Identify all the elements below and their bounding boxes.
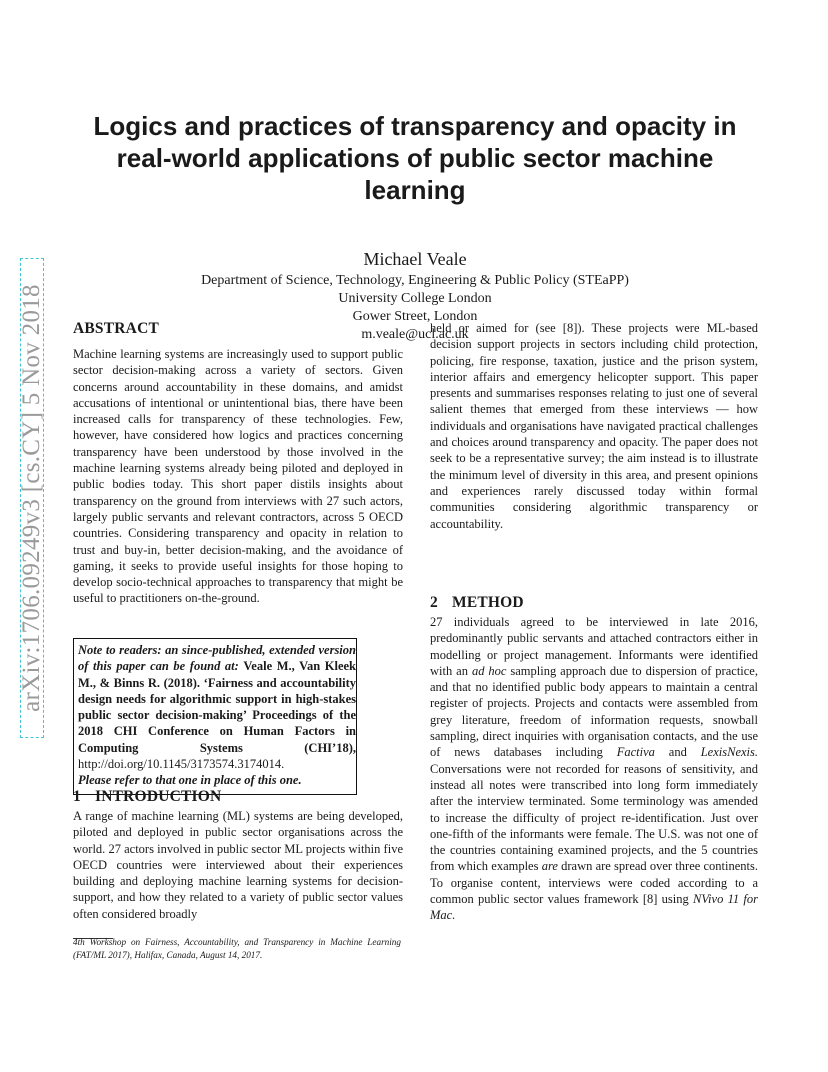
left-column	[73, 320, 403, 607]
note-citation-authors: Veale M., Van Kleek M., & Binns R. (2018).	[78, 659, 357, 690]
section-title: INTRODUCTION	[95, 788, 222, 805]
method-lexisnexis-term: LexisNexis.	[700, 745, 759, 760]
method-adhoc-term: ad hoc	[471, 663, 507, 678]
arxiv-identifier: arXiv:1706.09249v3 [cs.CY] 5 Nov 2018	[18, 284, 46, 712]
method-factiva-term: Factiva	[616, 745, 655, 760]
method-text-part: drawn are spread over three continents. To organise content, interviews were coded according to a common public sector values framework [8] using	[430, 859, 759, 907]
method-text-part: 27 individuals agreed to be interviewed in late 2016, predominantly public servants and attached contractors either in modelling or project management. Informants were identified with an	[430, 615, 758, 678]
introduction-heading	[73, 788, 221, 806]
author-institution: University College London	[338, 291, 492, 306]
method-nvivo-term: NVivo 11 for Mac.	[430, 892, 758, 923]
right-column	[430, 320, 758, 532]
method-text-part: and	[668, 745, 687, 760]
method-text-part: sampling approach due to dispersion of practice, and that no identified public body appears to maintain a central register of projects. Projects and contacts were assembled from grey literature, freedom of information requests, snowball sampling, direct inquiries with organisation contacts, and the use of news databases including	[430, 663, 758, 760]
author-email: m.veale@ucl.ac.uk	[361, 327, 469, 342]
method-are-term: are	[541, 859, 558, 874]
introduction-text: A range of machine learning (ML) systems are being developed, piloted and deployed in public sector organisations across the world. 27 actors involved in public sector ML projects within five OECD countries were interviewed about their experiences building and deploying machine learning systems for decision-support, and how they related to a variety of public sector values often considered broadly	[73, 809, 403, 921]
note-closing: Please refer to that one in place of this one.	[78, 773, 302, 788]
section-number: 2	[430, 594, 438, 611]
author-name: Michael Veale	[363, 249, 467, 269]
abstract-heading: ABSTRACT	[73, 320, 160, 337]
note-lead: Note to readers: an since-published, extended version of this paper can be found at:	[78, 643, 356, 674]
introduction-continued-text: held or aimed for (see [8]). These projects were ML-based decision support projects in sectors including child protection, policing, fire response, taxation, justice and the prison system, interior affairs and emergency helicopter support. This paper presents and summarises responses relating to just one of several salient themes that emerged from these interviews — how individuals and organisations have navigated practical challenges and choices around transparency and opacity. The paper does not seek to be a representative survey; the aim instead is to illustrate the minimum level of diversity in this area, and present opinions and experiences rarely discussed today within formal communities considering algorithmic transparency or accountability.	[430, 321, 758, 531]
note-to-readers-box	[73, 638, 357, 795]
footnote: 4th Workshop on Fairness, Accountability, and Transparency in Machine Learning (FAT/ML 2017), Halifax, Canada, August 14, 2017.	[73, 937, 401, 960]
method-text-part: Conversations were not recorded for reasons of sensitivity, and instead all notes were transcribed into long form immediately after the interview terminated. Some terminology was amended to increase the difficulty of project re-identification. Just over one-fifth of the informants were female. The U.S. was not one of the countries containing examined projects, and the 5 countries from which examples	[430, 761, 758, 874]
author-department: Department of Science, Technology, Engineering & Public Policy (STEaPP)	[201, 273, 629, 288]
method-text	[430, 614, 758, 924]
method-heading	[430, 594, 524, 612]
author-address: Gower Street, London	[352, 309, 478, 324]
arxiv-sidebar	[14, 258, 50, 738]
abstract-text: Machine learning systems are increasingly used to support public sector decision-making across a variety of sectors. Given concerns around accountability in these domains, and amidst accusations of intentional or unintentional bias, there have been increased calls for transparency of these technologies. Few, however, have considered how logics and practices concerning transparency have been understood by those involved in the machine learning systems already being piloted and deployed in public bodies today. This short paper distils insights about transparency on the ground from interviews with 27 such actors, largely public servants and relevant contractors, across 5 OECD countries. Considering transparency and opacity in relation to trust and buy-in, better decision-making, and the avoidance of gaming, it seeks to provide useful insights for those hoping to develop socio-technical approaches to transparency that might be useful to practitioners on-the-ground.	[73, 347, 403, 606]
section-title: METHOD	[452, 594, 524, 611]
note-doi-link[interactable]: http://doi.org/10.1145/3173574.3174014.	[78, 757, 285, 772]
note-citation-title: ‘Fairness and accountability design needs for algorithmic support in high-stakes public sector decision-making’ Proceedings of the 2018 CHI Conference on Human Factors in Computing Systems (CHI’18),	[78, 675, 357, 755]
section-number: 1	[73, 788, 81, 805]
paper-title: Logics and practices of transparency and opacity in real-world applications of public sector machine learning	[93, 111, 737, 205]
